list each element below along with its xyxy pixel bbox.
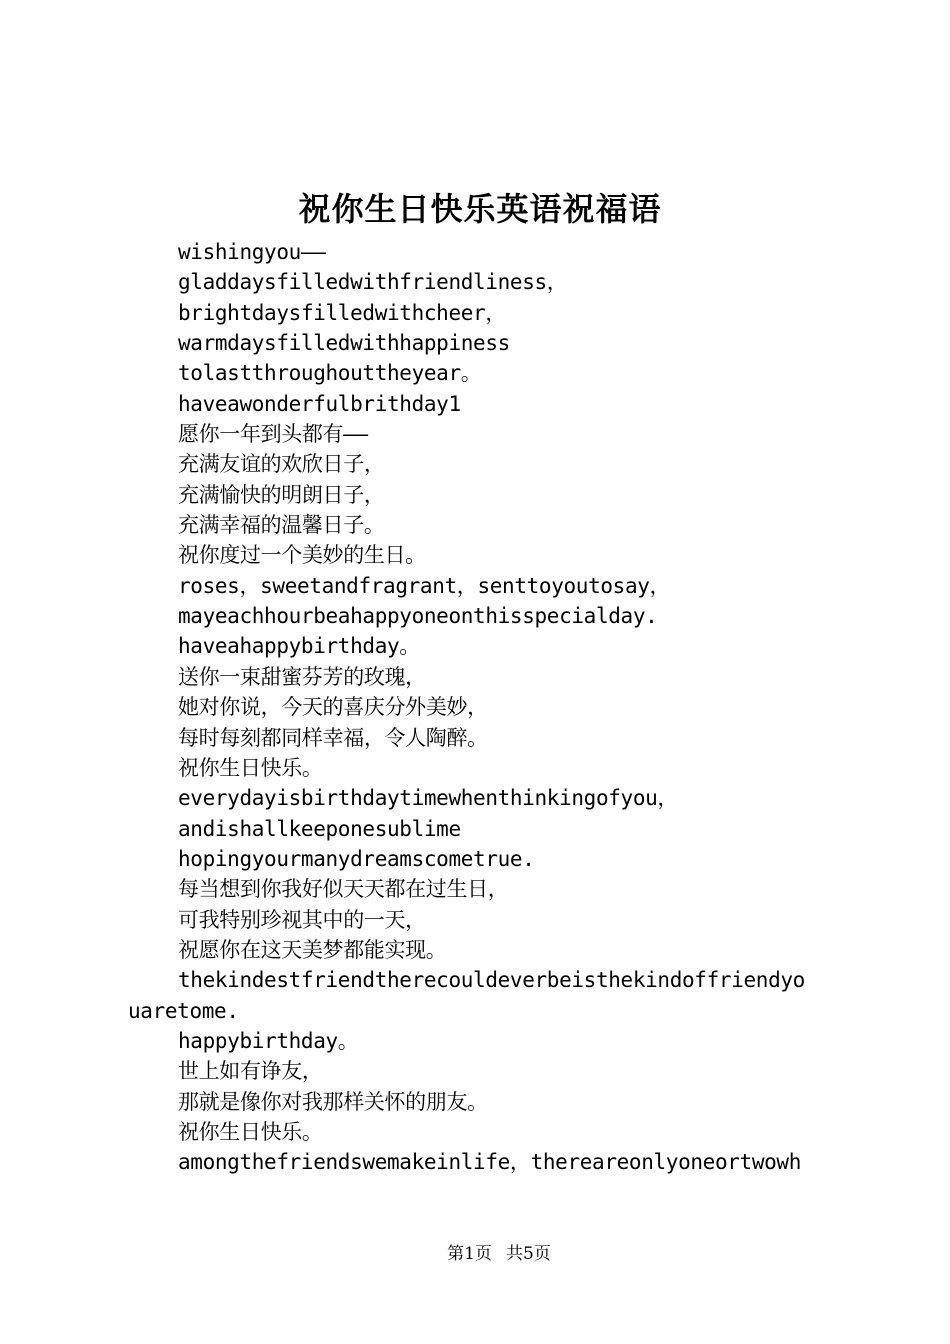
text-line: 愿你一年到头都有——	[178, 422, 368, 447]
text-line: 世上如有诤友，	[178, 1059, 323, 1084]
text-line: thekindestfriendtherecouldeverbeisthekindoffriendyo	[178, 968, 805, 993]
page-footer	[0, 1242, 950, 1266]
text-line: hopingyourmanydreamscometrue.	[178, 846, 535, 871]
text-line: 充满友谊的欢欣日子，	[178, 452, 385, 477]
text-line: haveahappybirthday。	[178, 634, 420, 659]
text-line: amongthefriendswemakeinlife，thereareonlyoneortwowh	[178, 1150, 802, 1175]
text-line: mayeachhourbeahappyoneonthisspecialday.	[178, 604, 658, 629]
page-total: 共5页	[506, 1244, 551, 1264]
text-line: 祝愿你在这天美梦都能实现。	[178, 937, 447, 962]
text-line: wishingyou——	[178, 240, 326, 264]
text-line: 祝你度过一个美妙的生日。	[178, 543, 426, 568]
text-line: 每当想到你我好似天天都在过生日，	[178, 877, 509, 902]
document-body	[128, 237, 838, 1178]
text-line: brightdaysfilledwithcheer，	[178, 300, 506, 325]
text-line: 祝你生日快乐。	[178, 1119, 323, 1144]
text-line: 祝你生日快乐。	[178, 755, 323, 780]
page-number: 第1页	[447, 1244, 492, 1264]
text-line: 充满愉快的明朗日子，	[178, 482, 385, 507]
text-line: gladdaysfilledwithfriendliness，	[178, 270, 568, 295]
text-line: 每时每刻都同样幸福，令人陶醉。	[178, 725, 488, 750]
text-line: andishallkeeponesublime	[178, 816, 461, 841]
text-line: haveawonderfulbrithday1	[178, 391, 461, 416]
text-line: happybirthday。	[178, 1028, 359, 1053]
text-line: 充满幸福的温馨日子。	[178, 513, 385, 538]
text-line: warmdaysfilledwithhappiness	[178, 331, 510, 356]
text-line: tolastthroughouttheyear。	[178, 361, 482, 386]
text-line: 送你一束甜蜜芬芳的玫瑰，	[178, 664, 426, 689]
text-line: 那就是像你对我那样关怀的朋友。	[178, 1089, 488, 1114]
text-line: 她对你说，今天的喜庆分外美妙，	[178, 695, 488, 720]
page-title: 祝你生日快乐英语祝福语	[298, 190, 662, 228]
text-line: everydayisbirthdaytimewhenthinkingofyou，	[178, 786, 679, 811]
text-line: uaretome.	[128, 998, 239, 1023]
text-line: roses，sweetandfragrant，senttoyoutosay，	[178, 573, 671, 598]
text-line: 可我特别珍视其中的一天，	[178, 907, 426, 932]
